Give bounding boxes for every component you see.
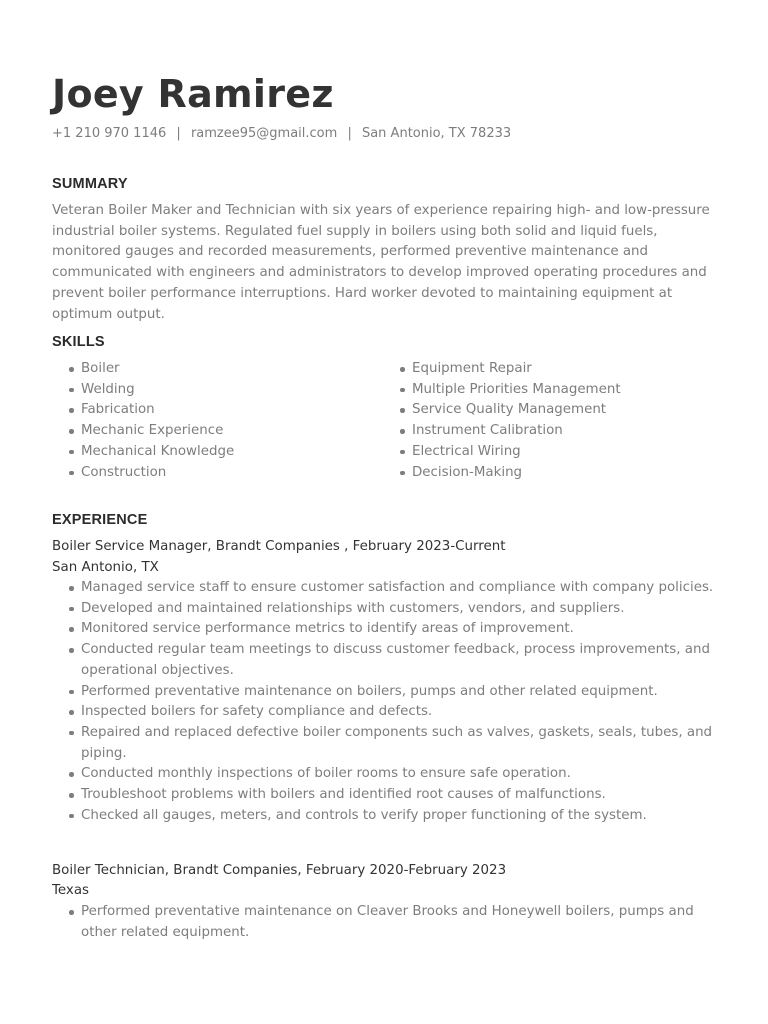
job-location: San Antonio, TX (52, 560, 159, 575)
job-location: Texas (52, 883, 90, 898)
summary-heading: SUMMARY (52, 176, 128, 192)
phone-number: +1 210 970 1146 (52, 126, 167, 141)
skill-item: Instrument Calibration (383, 421, 621, 442)
skill-item: Mechanic Experience (52, 421, 234, 442)
skill-item: Electrical Wiring (383, 442, 621, 463)
job-bullets (52, 902, 720, 943)
skill-item: Welding (52, 380, 234, 401)
skills-list-left (52, 359, 234, 483)
skill-item: Fabrication (52, 400, 234, 421)
job-bullet: Conducted monthly inspections of boiler rooms to ensure safe operation. (52, 764, 720, 785)
job-bullet: Conducted regular team meetings to discuss customer feedback, process improvements, and operational objectives. (52, 640, 720, 681)
skills-heading: SKILLS (52, 334, 105, 350)
contact-line (52, 125, 511, 143)
skill-item: Equipment Repair (383, 359, 621, 380)
contact-separator: | (176, 126, 181, 141)
skills-list-right (383, 359, 621, 483)
job-bullet: Performed preventative maintenance on boilers, pumps and other related equipment. (52, 682, 720, 703)
skill-item: Boiler (52, 359, 234, 380)
skill-item: Construction (52, 463, 234, 484)
job-bullet: Repaired and replaced defective boiler components such as valves, gaskets, seals, tubes, and piping. (52, 723, 720, 764)
job-bullet: Developed and maintained relationships with customers, vendors, and suppliers. (52, 599, 720, 620)
job-heading: Boiler Technician, Brandt Companies, February 2020-February 2023 (52, 863, 507, 878)
job-bullet: Managed service staff to ensure customer satisfaction and compliance with company policies. (52, 578, 720, 599)
skill-item: Multiple Priorities Management (383, 380, 621, 401)
candidate-name: Joey Ramirez (52, 72, 334, 116)
job-bullet: Monitored service performance metrics to identify areas of improvement. (52, 619, 720, 640)
skill-item: Mechanical Knowledge (52, 442, 234, 463)
job-bullet: Performed preventative maintenance on Cleaver Brooks and Honeywell boilers, pumps and other related equipment. (52, 902, 720, 943)
job-bullets (52, 578, 720, 826)
summary-text: Veteran Boiler Maker and Technician with six years of experience repairing high- and low-pressure industrial boiler systems. Regulated fuel supply in boilers using both solid and liquid fuels, monitored gauges and recorded measurements, performed preventive maintenance and communicated with engineers and administrators to develop improved operating procedures and prevent boiler performance interruptions. Hard worker devoted to maintaining equipment at optimum output. (52, 203, 710, 322)
skill-item: Decision-Making (383, 463, 621, 484)
contact-separator: | (347, 126, 352, 141)
job-bullet: Checked all gauges, meters, and controls to verify proper functioning of the system. (52, 806, 720, 827)
job-bullet: Inspected boilers for safety compliance and defects. (52, 702, 720, 723)
home-location: San Antonio, TX 78233 (361, 126, 512, 141)
email-address: ramzee95@gmail.com (190, 126, 338, 141)
experience-heading: EXPERIENCE (52, 512, 148, 528)
job-heading: Boiler Service Manager, Brandt Companies , February 2023-Current (52, 539, 506, 554)
job-bullet: Troubleshoot problems with boilers and identified root causes of malfunctions. (52, 785, 720, 806)
skill-item: Service Quality Management (383, 400, 621, 421)
